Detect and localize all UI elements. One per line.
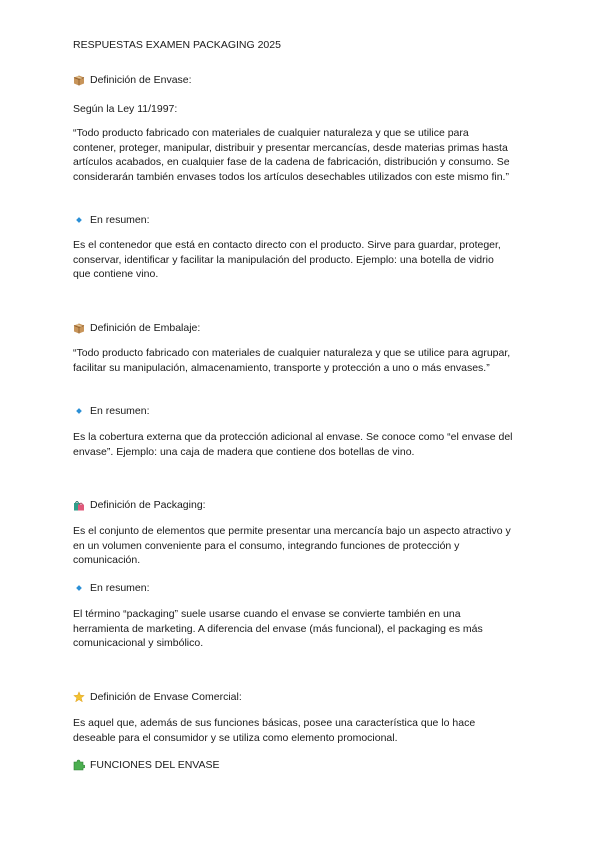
heading-text: Definición de Envase Comercial:	[90, 691, 242, 703]
package-icon	[73, 322, 85, 334]
package-icon	[73, 74, 85, 86]
envase-summary-label	[73, 213, 516, 228]
small-blue-diamond-icon	[76, 585, 82, 591]
document-title: RESPUESTAS EXAMEN PACKAGING 2025	[73, 39, 281, 51]
small-blue-diamond-icon	[76, 408, 82, 414]
packaging-summary: El término “packaging” suele usarse cuando el envase se convierte también en una herramienta de marketing. A diferencia del envase (más funcional), el packaging es más comunicacional y simbólico.	[73, 608, 483, 650]
glowing-star-icon	[73, 691, 85, 703]
section-heading-envase	[73, 73, 513, 88]
envase-summary: Es el contenedor que está en contacto directo con el producto. Sirve para guardar, proteger, conservar, identificar y facilitar la manipulación del producto. Ejemplo: una botella de vidrio que contiene vino.	[73, 239, 501, 281]
heading-text: Definición de Envase:	[90, 74, 192, 86]
small-blue-diamond-icon	[76, 217, 82, 223]
comercial-text: Es aquel que, además de sus funciones básicas, posee una característica que lo hace deseable para el consumidor y se utiliza como elemento promocional.	[73, 717, 476, 744]
heading-text: FUNCIONES DEL ENVASE	[90, 759, 220, 771]
section-heading-funciones	[73, 758, 513, 773]
embalaje-quote: “Todo producto fabricado con materiales de cualquier naturaleza y que se utilice para agrupar, facilitar su manipulación, almacenamiento, transporte y protección a uno o más envases.”	[73, 347, 511, 374]
heading-text: Definición de Embalaje:	[90, 322, 201, 334]
packaging-summary-label	[73, 581, 516, 596]
section-heading-comercial	[73, 690, 513, 705]
packaging-text: Es el conjunto de elementos que permite presentar una mercancía bajo un aspecto atractivo y en un volumen conveniente para el consumo, integrando funciones de protección y comunicación.	[73, 525, 511, 567]
section-heading-packaging	[73, 498, 513, 513]
envase-source: Según la Ley 11/1997:	[73, 103, 178, 115]
summary-label-text: En resumen:	[90, 214, 150, 226]
envase-quote: “Todo producto fabricado con materiales de cualquier naturaleza y que se utilice para contener, proteger, manipular, distribuir y presentar mercancías, desde materias primas hasta artículos acabados, en cualquier fase de la cadena de fabricación, distribución y consumo. Se considerarán también envases todos los artículos desechables utilizados con este mismo fin.”	[73, 127, 510, 183]
summary-label-text: En resumen:	[90, 582, 150, 594]
heading-text: Definición de Packaging:	[90, 499, 206, 511]
section-heading-embalaje	[73, 321, 513, 336]
embalaje-summary-label	[73, 404, 516, 419]
embalaje-summary: Es la cobertura externa que da protección adicional al envase. Se conoce como “el envase del envase”. Ejemplo: una caja de madera que contiene dos botellas de vino.	[73, 431, 513, 458]
puzzle-piece-icon	[73, 759, 85, 771]
summary-label-text: En resumen:	[90, 405, 150, 417]
shopping-bags-icon	[73, 499, 85, 511]
